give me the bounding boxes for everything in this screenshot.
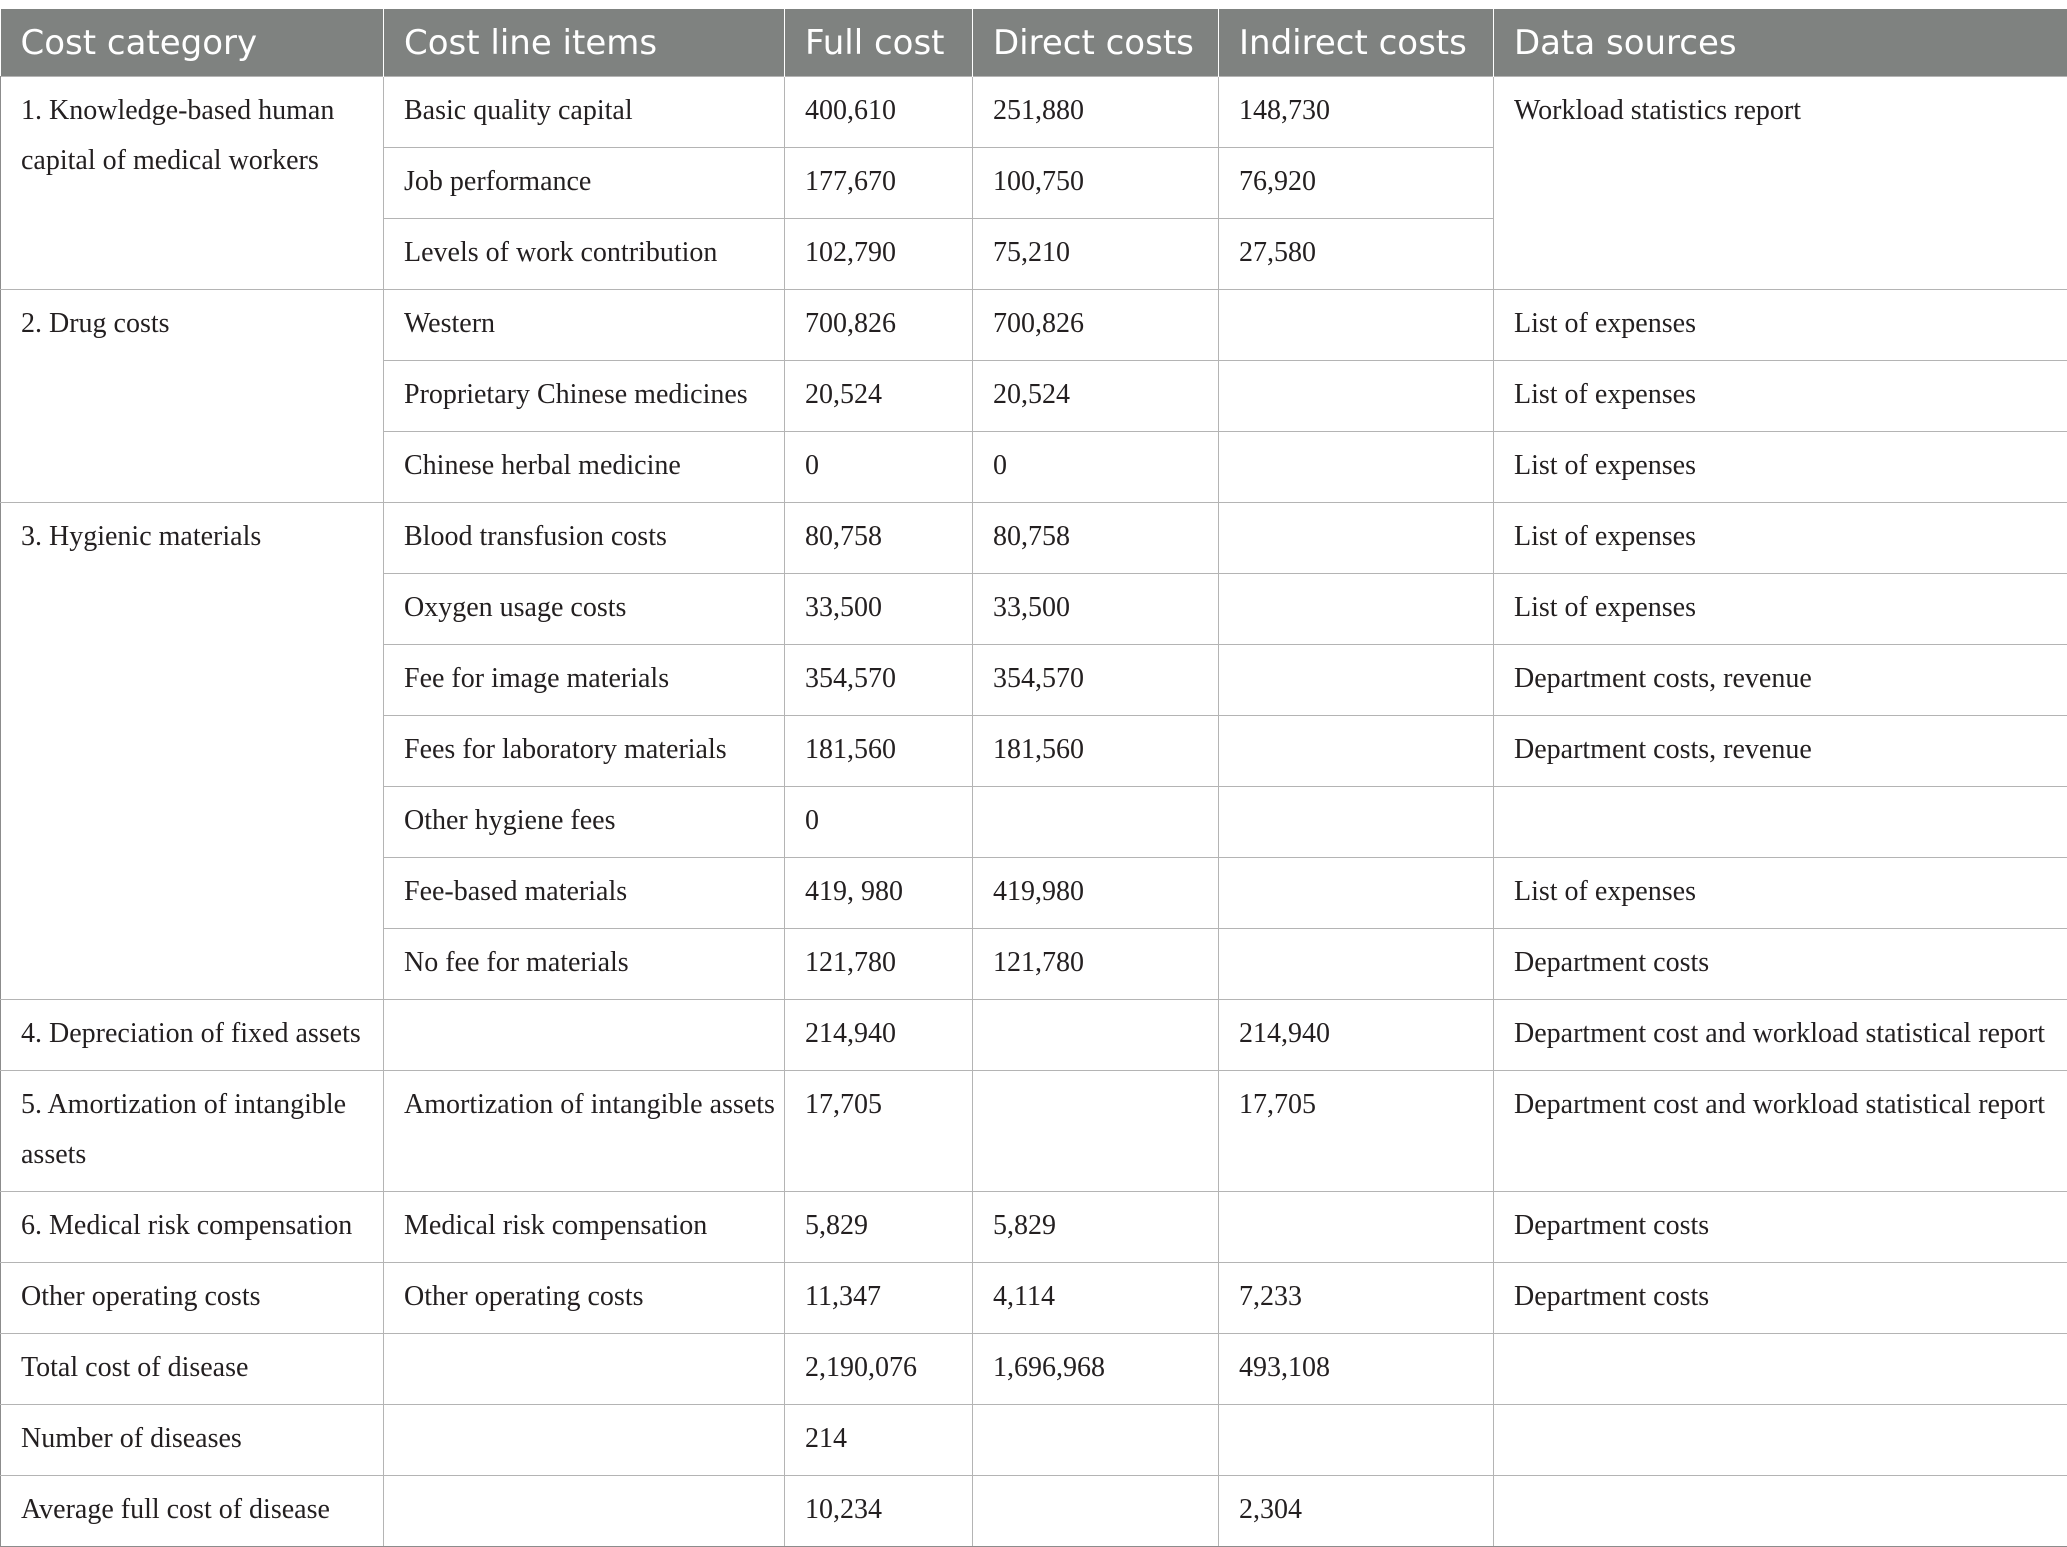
cell-full-cost: 20,524 bbox=[785, 361, 973, 432]
cell-full-cost: 80,758 bbox=[785, 503, 973, 574]
cell-full-cost: 0 bbox=[785, 432, 973, 503]
cell-direct-cost: 80,758 bbox=[973, 503, 1219, 574]
cell-data-source: Department costs bbox=[1494, 929, 2067, 1000]
cell-category: 1. Knowledge-based human capital of medical workers bbox=[1, 77, 384, 290]
cell-direct-cost bbox=[973, 1405, 1219, 1476]
cell-item: Fee for image materials bbox=[384, 645, 785, 716]
cell-indirect-cost: 76,920 bbox=[1219, 148, 1494, 219]
table-row bbox=[1, 1476, 2067, 1547]
header-data-sources: Data sources bbox=[1494, 9, 2067, 77]
cell-item: Blood transfusion costs bbox=[384, 503, 785, 574]
cell-data-source: List of expenses bbox=[1494, 290, 2067, 361]
cell-data-source bbox=[1494, 1405, 2067, 1476]
cell-indirect-cost bbox=[1219, 929, 1494, 1000]
table-header bbox=[1, 9, 2067, 77]
cell-item: Western bbox=[384, 290, 785, 361]
table-row bbox=[1, 1071, 2067, 1192]
cell-indirect-cost bbox=[1219, 432, 1494, 503]
cell-full-cost: 102,790 bbox=[785, 219, 973, 290]
table-row bbox=[1, 77, 2067, 148]
cell-indirect-cost bbox=[1219, 787, 1494, 858]
cell-category: 3. Hygienic materials bbox=[1, 503, 384, 1000]
cell-item: Medical risk compensation bbox=[384, 1192, 785, 1263]
cell-indirect-cost bbox=[1219, 716, 1494, 787]
cell-item: No fee for materials bbox=[384, 929, 785, 1000]
cell-indirect-cost bbox=[1219, 858, 1494, 929]
cell-data-source: List of expenses bbox=[1494, 858, 2067, 929]
table-row bbox=[1, 290, 2067, 361]
cell-direct-cost: 0 bbox=[973, 432, 1219, 503]
cell-item: Levels of work contribution bbox=[384, 219, 785, 290]
cell-data-source: List of expenses bbox=[1494, 574, 2067, 645]
cell-indirect-cost: 7,233 bbox=[1219, 1263, 1494, 1334]
header-full-cost: Full cost bbox=[785, 9, 973, 77]
cell-category: Total cost of disease bbox=[1, 1334, 384, 1405]
cell-full-cost: 214,940 bbox=[785, 1000, 973, 1071]
cell-category: 6. Medical risk compensation bbox=[1, 1192, 384, 1263]
cell-data-source: Department costs bbox=[1494, 1263, 2067, 1334]
cell-full-cost: 11,347 bbox=[785, 1263, 973, 1334]
cell-item: Job performance bbox=[384, 148, 785, 219]
cell-data-source bbox=[1494, 1476, 2067, 1547]
cell-item bbox=[384, 1000, 785, 1071]
table-row bbox=[1, 1405, 2067, 1476]
header-cost-line-items: Cost line items bbox=[384, 9, 785, 77]
cell-category: 2. Drug costs bbox=[1, 290, 384, 503]
table-row bbox=[1, 503, 2067, 574]
cell-item: Oxygen usage costs bbox=[384, 574, 785, 645]
cell-item: Fees for laboratory materials bbox=[384, 716, 785, 787]
cell-data-source: Department costs bbox=[1494, 1192, 2067, 1263]
table-row bbox=[1, 1263, 2067, 1334]
cell-indirect-cost: 214,940 bbox=[1219, 1000, 1494, 1071]
cell-direct-cost: 100,750 bbox=[973, 148, 1219, 219]
cell-indirect-cost: 17,705 bbox=[1219, 1071, 1494, 1192]
cell-direct-cost: 121,780 bbox=[973, 929, 1219, 1000]
cell-data-source: List of expenses bbox=[1494, 361, 2067, 432]
cell-direct-cost: 181,560 bbox=[973, 716, 1219, 787]
cell-item: Other operating costs bbox=[384, 1263, 785, 1334]
cell-full-cost: 400,610 bbox=[785, 77, 973, 148]
cell-direct-cost bbox=[973, 1000, 1219, 1071]
cell-direct-cost: 1,696,968 bbox=[973, 1334, 1219, 1405]
header-indirect-costs: Indirect costs bbox=[1219, 9, 1494, 77]
cell-indirect-cost bbox=[1219, 503, 1494, 574]
table-row bbox=[1, 1192, 2067, 1263]
cell-full-cost: 0 bbox=[785, 787, 973, 858]
cell-full-cost: 214 bbox=[785, 1405, 973, 1476]
cell-full-cost: 181,560 bbox=[785, 716, 973, 787]
cell-direct-cost: 354,570 bbox=[973, 645, 1219, 716]
cell-data-source: List of expenses bbox=[1494, 503, 2067, 574]
cell-data-source: Department cost and workload statistical report bbox=[1494, 1000, 2067, 1071]
cell-indirect-cost: 2,304 bbox=[1219, 1476, 1494, 1547]
cell-item: Chinese herbal medicine bbox=[384, 432, 785, 503]
cell-indirect-cost bbox=[1219, 1192, 1494, 1263]
cell-item bbox=[384, 1405, 785, 1476]
cell-category: Average full cost of disease bbox=[1, 1476, 384, 1547]
cell-direct-cost: 4,114 bbox=[973, 1263, 1219, 1334]
cell-indirect-cost bbox=[1219, 1405, 1494, 1476]
cell-category: 5. Amortization of intangible assets bbox=[1, 1071, 384, 1192]
cell-item: Basic quality capital bbox=[384, 77, 785, 148]
header-direct-costs: Direct costs bbox=[973, 9, 1219, 77]
cell-full-cost: 2,190,076 bbox=[785, 1334, 973, 1405]
cell-data-source: Department costs, revenue bbox=[1494, 645, 2067, 716]
header-row bbox=[1, 9, 2067, 77]
cell-category: 4. Depreciation of fixed assets bbox=[1, 1000, 384, 1071]
cell-category: Number of diseases bbox=[1, 1405, 384, 1476]
cell-full-cost: 700,826 bbox=[785, 290, 973, 361]
cell-direct-cost: 20,524 bbox=[973, 361, 1219, 432]
cell-item: Fee-based materials bbox=[384, 858, 785, 929]
cell-data-source: Department cost and workload statistical report bbox=[1494, 1071, 2067, 1192]
table-row bbox=[1, 1000, 2067, 1071]
cost-table bbox=[0, 9, 2067, 1547]
cell-item: Proprietary Chinese medicines bbox=[384, 361, 785, 432]
cell-indirect-cost bbox=[1219, 645, 1494, 716]
cell-item bbox=[384, 1476, 785, 1547]
table-row bbox=[1, 1334, 2067, 1405]
cell-full-cost: 10,234 bbox=[785, 1476, 973, 1547]
cell-full-cost: 419, 980 bbox=[785, 858, 973, 929]
cell-full-cost: 33,500 bbox=[785, 574, 973, 645]
cell-direct-cost: 251,880 bbox=[973, 77, 1219, 148]
cell-item bbox=[384, 1334, 785, 1405]
cell-indirect-cost bbox=[1219, 361, 1494, 432]
cell-direct-cost: 75,210 bbox=[973, 219, 1219, 290]
cell-direct-cost: 700,826 bbox=[973, 290, 1219, 361]
cell-indirect-cost bbox=[1219, 574, 1494, 645]
cell-full-cost: 354,570 bbox=[785, 645, 973, 716]
cell-data-source: List of expenses bbox=[1494, 432, 2067, 503]
cell-full-cost: 121,780 bbox=[785, 929, 973, 1000]
cell-indirect-cost: 27,580 bbox=[1219, 219, 1494, 290]
cell-item: Amortization of intangible assets bbox=[384, 1071, 785, 1192]
cell-indirect-cost bbox=[1219, 290, 1494, 361]
cell-data-source: Department costs, revenue bbox=[1494, 716, 2067, 787]
cost-table-container bbox=[0, 9, 2067, 1547]
cell-direct-cost: 5,829 bbox=[973, 1192, 1219, 1263]
cell-direct-cost: 419,980 bbox=[973, 858, 1219, 929]
cell-item: Other hygiene fees bbox=[384, 787, 785, 858]
cell-direct-cost bbox=[973, 1071, 1219, 1192]
cell-direct-cost bbox=[973, 787, 1219, 858]
cell-indirect-cost: 148,730 bbox=[1219, 77, 1494, 148]
cell-full-cost: 5,829 bbox=[785, 1192, 973, 1263]
cell-category: Other operating costs bbox=[1, 1263, 384, 1334]
cell-direct-cost bbox=[973, 1476, 1219, 1547]
cell-data-source: Workload statistics report bbox=[1494, 77, 2067, 290]
cell-full-cost: 177,670 bbox=[785, 148, 973, 219]
header-cost-category: Cost category bbox=[1, 9, 384, 77]
cell-full-cost: 17,705 bbox=[785, 1071, 973, 1192]
cell-data-source bbox=[1494, 787, 2067, 858]
cell-data-source bbox=[1494, 1334, 2067, 1405]
cell-direct-cost: 33,500 bbox=[973, 574, 1219, 645]
table-body bbox=[1, 77, 2067, 1547]
cell-indirect-cost: 493,108 bbox=[1219, 1334, 1494, 1405]
